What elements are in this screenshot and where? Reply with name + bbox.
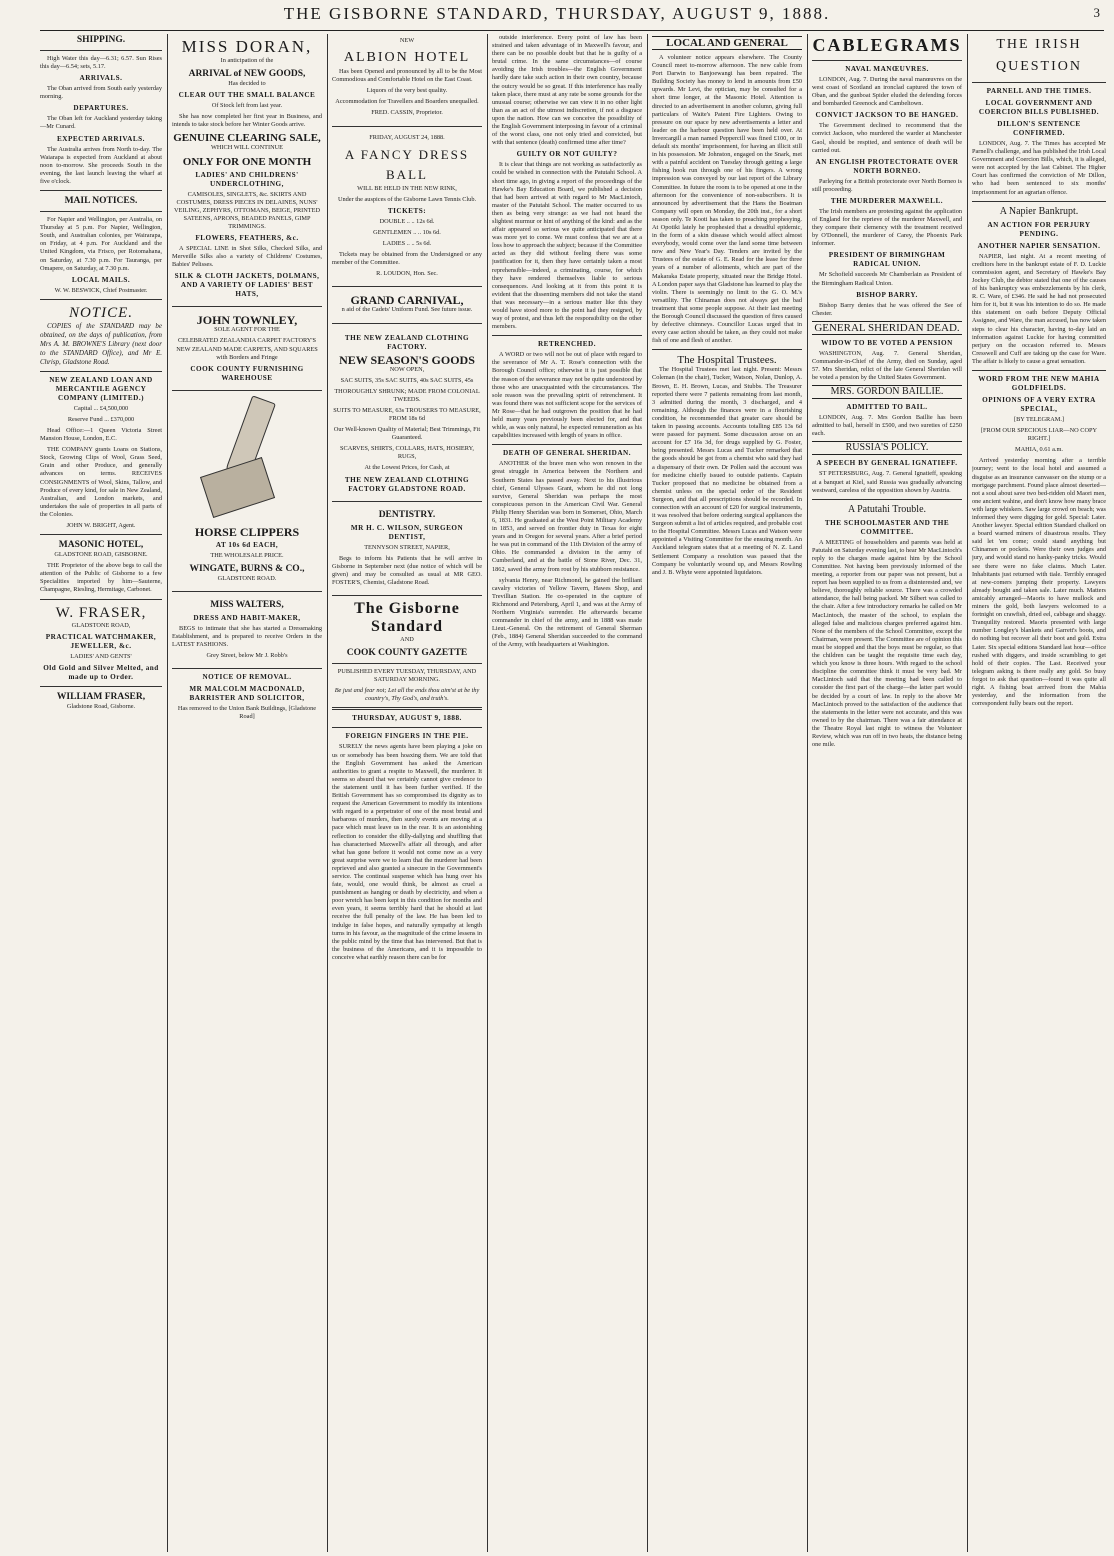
postmaster: W. W. BESWICK, Chief Postmaster. xyxy=(54,286,148,294)
albion-heading: ALBION HOTEL xyxy=(343,50,471,66)
column-rule xyxy=(967,34,968,1552)
borneo-text: Parleying for a British protectorate over North Borneo is still proceeding. xyxy=(812,177,962,193)
townley-sub: SOLE AGENT FOR THE xyxy=(214,326,280,334)
masonic-heading: MASONIC HOTEL, xyxy=(58,540,144,551)
doran-arrival: ARRIVAL of NEW GOODS, xyxy=(188,69,306,80)
expected-text: The Australia arrives from North to-day. The Waiarapa is expected from Auckland at about noon to-morrow. She proceeds South in the evening, the last launch leaving the wharf at five o'clock. xyxy=(40,145,162,185)
divider xyxy=(972,370,1106,371)
leader-continued: outside interference. Every point of law has been strained and taken advantage of in Maxwell's favour, and there can be no possible doubt but that he is guilty of a brutal crime. In the same circumstances—of course avoiding the Irish troubles—the English Government hardly dare take such action in their own country, because the outcry would be so great. If this interference has really taken place, there must at any rate be some grounds for the unusual course; otherwise we can view it in no other light than as an act of the utmost indiscretion, if not a disgrace upon the nation. How can we conceive the possibility of the English Government interposing in favour of a criminal of the worst class, one not only tried and convicted, but with that sentence (death) confirmed time after time? xyxy=(492,34,642,147)
naval-heading: NAVAL MANŒUVRES. xyxy=(845,65,929,73)
masthead-title: THE GISBORNE STANDARD, THURSDAY, AUGUST 9, 1888. xyxy=(283,4,831,23)
macdonald-heading: MR MALCOLM MACDONALD, BARRISTER AND SOLICITOR, xyxy=(189,685,305,703)
walters-text: BEGS to intimate that she has started a Dressmaking Establishment, and is prepared to receive Orders in the LATEST FASHIONS. xyxy=(172,624,322,649)
issue-date: THURSDAY, AUGUST 9, 1888. xyxy=(352,714,462,723)
russia-heading-box xyxy=(812,441,962,455)
nz-agent: JOHN W. BRIGHT, Agent. xyxy=(66,522,136,529)
widow-heading: WIDOW TO BE VOTED A PENSION xyxy=(821,338,953,347)
death-text: ANOTHER of the brave men who won renown in the great struggle in America between the Northern and Southern States has passed away. Next to his illustrious chief, General Ulysses Grant, whom he did not long survive, General Sheridan was perhaps the most conspicuous person in the American Civil War. General Philip Henry Sheridan was born in Somerset, Ohio, March 6, 1831. He graduated at the West Point Military Academy in 1853, and served on frontier duty in Texas for eight years and in Oregon for several years. After a brief period he was put in command of the 11th Division of the army of Ohio. He commanded a division in the army of Cumberland, and at the battle of Stone River, Dec. 31, 1862, saved the army from rout by his stubborn resistance. xyxy=(492,460,642,573)
doran-stock: Of Stock left from last year. xyxy=(211,102,283,110)
paper-and: AND xyxy=(400,636,414,643)
clippers-sub: THE WHOLESALE PRICE. xyxy=(210,551,284,559)
albion-text: Has been Opened and pronounced by all to be the Most Commodious and Comfortable Hotel on the East Coast. xyxy=(332,68,482,84)
suits-measure: SUITS TO MEASURE, 63s TROUSERS TO MEASURE, FROM 18s 6d xyxy=(333,406,481,422)
paper-name: The Gisborne Standard xyxy=(354,600,460,635)
horse-clipper-illustration xyxy=(195,397,300,517)
arrivals-heading: ARRIVALS. xyxy=(79,74,123,83)
local-mails-heading: LOCAL MAILS. xyxy=(71,275,131,284)
divider xyxy=(40,299,162,300)
telegram-note: [BY TELEGRAM.] xyxy=(1013,415,1065,423)
admitted-heading: ADMITTED TO BAIL. xyxy=(846,403,928,412)
column-7 xyxy=(972,34,1106,1552)
ticket-double: DOUBLE .. .. 12s 6d. xyxy=(379,217,435,225)
fraser-sub: GLADSTONE ROAD, xyxy=(71,621,131,629)
baillie-heading-box xyxy=(812,385,962,399)
albion-new: NEW xyxy=(399,37,415,44)
birmingham-text: Mr Schofield succeeds Mr Chamberlain as President of the Birmingham Radical Union. xyxy=(812,271,962,287)
ball-text: Under the auspices of the Gisborne Lawn Tennis Club. xyxy=(337,195,477,203)
mahia-date: MAHIA, 0.61 a.m. xyxy=(1015,446,1063,454)
nz-head-office: Head Office:—1 Queen Victoria Street Mansion House, London, E.C. xyxy=(40,426,162,443)
loudon: R. LOUDON, Hon. Sec. xyxy=(376,270,438,278)
page-number: 3 xyxy=(1093,5,1100,20)
column-4 xyxy=(492,34,642,1552)
furnishing-warehouse: COOK COUNTY FURNISHING WAREHOUSE xyxy=(190,364,304,382)
perjury-heading: AN ACTION FOR PERJURY PENDING. xyxy=(987,220,1091,238)
nz-loan-heading: NEW ZEALAND LOAN AND MERCANTILE AGENCY COMPANY (LIMITED.) xyxy=(49,375,153,402)
russia-heading: RUSSIA'S POLICY. xyxy=(845,442,929,454)
maxwell-text: The Irish members are protesting against the application of England for the reprieve of the murderer Maxwell, and they compare their clemency with the treatment received by O'Donnell, the murderer of Carey, the Phoenix Park informer. xyxy=(812,207,962,248)
dentistry-ad xyxy=(332,506,482,596)
doran-clear: CLEAR OUT THE SMALL BALANCE xyxy=(178,91,316,100)
ball-sub: WILL BE HELD IN THE NEW RINK, xyxy=(357,184,457,192)
mahia-text: Arrived yesterday morning after a terrible journey; went to the local hotel and assumed a disguise as an insurance canvasser on the stump or a mortgage parchment. Found place almost deserted—not a soul about save two bed-ridden old Maori men, one ancient wahine, and don't know how many brace with large whiskers. Saw large crowd on beach; was informed they were digging for gold. Special: Later. Another lawyer. Special edition Standard chalked on a board warned miners of disastrous results. They said let 'em come; could stand anything but Chinamen or pockets. Were their own judges and jury, and would stand no hanky-panky tricks. Would see there were no fake claims. Much Later. Inhabitants just returned with tiale. Terribly enraged at new-comers jumping their property. Lawyers already bought and taken sale. Later much. Matters amicably arranged—Maoris to have mullock and miners the gold, both lawyers welcomed to a fortnight on crawfish, dried eel, cabbage and shaggy. Tranquility restored. Maoris presented with large number Longley's blankets and Garrett's boots, and do nothing but recover all their boot and gold. Extra Later. Six special editions Standard last hour—office rushed with diggers, and inside scrambling to get hold of their copies. The Last. Received your telegram asking is there really any gold. So busy forgot to ask that question—found it was quite all right. A fishing boat arrived from the Mahia yesterday, and the information from the correspondent fully bears out the report. xyxy=(972,457,1106,708)
column-rule xyxy=(647,34,648,1552)
notice-text: COPIES of the STANDARD may be obtained, on the days of publication, from Mrs A. M. BROWNE'S Library (next door to the STANDARD Office), and Mr E. Chrisp, Gladstone Road. xyxy=(40,321,162,366)
local-text: A volunteer notice appears elsewhere. The County Council meet to-morrow afternoon. The new cable from Port Darwin to Banjoewangi has been repaired. The Building Society has money to lend in amounts from £50 upwards. Mr Levi, the optician, may be consulted for a short time longer, at the Masonic Hotel. Attention is directed to an advertisement in another column, giving full particulars of Waite's Patent Fire Lighters. Owing to pressure on our space by new advertisements a letter and leader on the harbour question have been held over. At Invercargill a man named Peppercill was fined £100, or in default six months' imprisonment, for having an illicit still in his possession. Mr Johnston, engaged on the Snark, met with a painful accident on Tuesday through getting a large fishing hook run through one of his fingers. A wrong impression was conveyed by our last report of the Library Committee. In future the room is to be opened at one in the afternoon for the convenience of non-subscribers. It is announced by advertisement that the Hans the Boatman Company will open on Monday, the 20th inst., for a short season only. Te Kooti has taken to preaching prophesying. At Opotiki lately he prophesied that a dreadful epidemic, in the form of a skin disease which would affect almost everybody, would come over the land some time between now and New Year's Day. Tenders are invited by the Trustees of the estate of G. E. Read for the lease for three years of a number of allotments, which are part of the Makaraka Estate property, situated near the Bridge Hotel. A London paper says that Gladstone has learned to play the violin. There is seemingly no limit to the G. O. M.'s versatility. The Chinaman does not always get the bad treatment that some people suppose. At their last meeting the Borough Council discussed the question of fires caused by defective chimneys. Councillor Lucas urged that in every case action should be taken, as they could not make fish of one and flesh of another. xyxy=(652,54,802,345)
local-heading-box xyxy=(652,36,802,50)
divider xyxy=(332,727,482,728)
nz-factory: THE NEW ZEALAND CLOTHING FACTORY GLADSTONE ROAD. xyxy=(344,475,470,493)
fraser-gold: Old Gold and Silver Melted, and made up to Order. xyxy=(43,663,159,681)
divider xyxy=(972,201,1106,202)
coercion-heading: LOCAL GOVERNMENT AND COERCION BILLS PUBLISHED. xyxy=(978,99,1100,116)
napier-text: NAPIER, last night. At a recent meeting of creditors here in the bankrupt estate of F. D. Luckie commission agent, and Secretary of Hawke's Bay Jockey Club, the debtor stated that one of the causes of his bankruptcy was embezzlements by his clerk, R. C. Ware, of £346. He said he had not prosecuted him for it, but it was his intention to do so. He made this statement on oath before Deputy Official Assignee, and Ware, the man accused, has now taken steps to clear his character, having to-day laid an information against Luckie for having committed perjury on the occasion referred to. Messrs Cresswell and Cuff are taking up the case for Ware. The affair is likely to cause a great sensation. xyxy=(972,252,1106,365)
tweeds: THOROUGHLY SHRUNK; MADE FROM COLONIAL TWEEDS. xyxy=(334,387,480,403)
nz-capital: Capital ... £4,500,000 xyxy=(73,404,129,412)
divider xyxy=(40,534,162,535)
now-open: NOW OPEN, xyxy=(389,365,425,373)
divider xyxy=(972,82,1106,83)
doran-text: She has now completed her first year in Business, and intends to take stock before her Winter Goods arrive. xyxy=(172,113,322,129)
cablegrams-heading: CABLEGRAMS xyxy=(812,35,962,55)
masthead xyxy=(0,4,1114,26)
walters-address: Grey Street, below Mr J. Robb's xyxy=(206,652,288,660)
divider xyxy=(40,686,162,687)
townley-heading: JOHN TOWNLEY, xyxy=(196,313,298,328)
sensation-heading: ANOTHER NAPIER SENSATION. xyxy=(977,241,1101,250)
patutahi-sub: THE SCHOOLMASTER AND THE COMMITTEE. xyxy=(824,518,950,536)
patutahi-text: A MEETING of householders and parents was held at Patutahi on Saturday evening last, to hear Mr MacLintoch's reply to the charges made against him by the School Committee. Not having been previously informed of the meeting, a reporter from our paper was not present, but a report has been supplied to us from a disinterested and, we believe, thoroughly reliable source. There was a crowded attendance, the hall being packed. Mr Silbert was called to the chair. After a few introductory remarks he called on Mr MacLintoch, the master of the school, to explain the alleged false and malicious charges preferred against him. None of the members of the School Committee, except the Chairman, were present. The Committee are of opinion this must be stopped and that the boys must be regular, so that the children can be taught the requisite time each day, which you know is three hours. With regard to the school discipline the committee think it must be very bad. Mr MacLintoch said that the meeting had been called to consider the first part of the charge—the latter part would be decided by a court of law. In reply to the above Mr MacLintoch proved to the satisfaction of the audience that the statements in the letter were not accurate, and this was owned to by the chairman. There was a fair attendance at the Theatre Royal last night to witness the Volunteer Review, which was run off in two heats, the distance being one mile. xyxy=(812,538,962,749)
removal-heading: NOTICE OF REMOVAL. xyxy=(202,673,292,682)
divider xyxy=(40,190,162,191)
barry-text: Bishop Barry denies that he was offered the See of Chester. xyxy=(812,301,962,317)
jackets: SILK & CLOTH JACKETS, DOLMANS, AND A VARIETY OF LADIES' BEST HATS, xyxy=(174,272,320,299)
albion-accommodation: Accommodation for Travellers and Boarders unequalled. xyxy=(335,98,479,106)
ball-ad xyxy=(332,131,482,288)
sheridan-heading-box xyxy=(812,321,962,335)
new-season: NEW SEASON'S GOODS xyxy=(339,352,475,367)
guilty-heading: GUILTY OR NOT GUILTY? xyxy=(516,150,618,159)
clippers-heading: HORSE CLIPPERS xyxy=(194,524,300,539)
one-month: ONLY FOR ONE MONTH xyxy=(182,155,312,168)
departures-heading: DEPARTURES. xyxy=(73,104,129,113)
arrivals-text: The Oban arrived from South early yesterday morning. xyxy=(40,85,162,101)
column-rule xyxy=(167,34,168,1552)
column-3 xyxy=(332,34,482,1552)
irish-heading: THE IRISH QUESTION xyxy=(996,37,1082,74)
hospital-text: The Hospital Trustees met last night. Present: Messrs Coleman (in the chair), Tucker, Watson, Nolan, Dunlop, A. Brown, E. H. Brown, Lucas, and Stubbs. The Treasurer reported there were 7 patients remaining from last month, 3 admitted during the month, 3 discharged, and 4 remaining. Although the finances were in a flourishing condition, he recommended that greater care should be taken in passing accounts. Accounts totalling £85 13s 6d were passed for payment. Some discussion arose on an account for £7 16s 3d, for drugs supplied by G. Foster, being presented. Messrs Lucas and Tucker remarked that the goods should be got from a chemist who said they had a dispensary of their own. Dr Pollen said the account was for medicine chiefly issued to outside patients. Captain Tucker proposed that no medicine be obtained from a chemist unless on the special order of the Resident Surgeon, and that all prescriptions should be recorded. In connection with an account of £20 for surgical instruments, it was resolved that before ordering surgical appliances the Surgeon submit a list of articles required, and probable cost to the Hospital Committee. Messrs Lucas and Watson were appointed a Visiting Committee for the ensuing month. An Auckland telegram states that at a meeting of N. Z. Land Settlement Company a resolution was passed that the Company be voluntarily wound up, and Messrs Rowling and J. B. Whyte were appointed liquidators. xyxy=(652,366,802,576)
birmingham-heading: PRESIDENT OF BIRMINGHAM RADICAL UNION. xyxy=(828,251,946,269)
column-2 xyxy=(172,34,322,1552)
wingate: WINGATE, BURNS & CO., xyxy=(189,563,305,574)
baillie-text: LONDON, Aug. 7. Mrs Gordon Baillie has been admitted to bail, herself in £500, and two sureties of £250 each. xyxy=(812,414,962,438)
local-heading: LOCAL AND GENERAL xyxy=(666,37,788,49)
walters-sub: DRESS AND HABIT-MAKER, xyxy=(193,613,301,622)
barry-heading: BISHOP BARRY. xyxy=(856,290,918,299)
divider xyxy=(492,444,642,445)
correspondent-note: [FROM OUR SPECIOUS LIAR—NO COPY RIGHT.] xyxy=(980,427,1098,443)
opinions-heading: OPINIONS OF A VERY EXTRA SPECIAL, xyxy=(982,395,1096,413)
fraser-footer: WILLIAM FRASER, xyxy=(56,691,146,702)
clippers-price: AT 10s 6d EACH, xyxy=(215,540,279,549)
patutahi-heading: A Patutahi Trouble. xyxy=(847,503,927,515)
scarves: SCARVES, SHIRTS, COLLARS, HATS, HOSIERY, RUGS, xyxy=(340,445,474,461)
dillon-heading: DILLON'S SENTENCE CONFIRMED. xyxy=(997,120,1081,137)
walters-ad xyxy=(172,596,322,669)
clippers-ad xyxy=(172,523,322,592)
top-rule xyxy=(40,30,1104,31)
ladies-underclothing: LADIES' AND CHILDRENS' UNDERCLOTHING, xyxy=(195,170,299,188)
shipping-heading: SHIPPING. xyxy=(76,35,126,45)
special-line: A SPECIAL LINE in Shot Silks, Checked Silks, and Merveille Silks also a variety of Childrens' Costumes, Babies' Pelisses. xyxy=(172,245,322,269)
carnival-ad xyxy=(332,291,482,323)
masonic-sub: GLADSTONE ROAD, GISBORNE. xyxy=(54,551,148,559)
sac-suits: SAC SUITS, 35s SAC SUITS, 40s SAC SUITS, 45s xyxy=(340,376,474,384)
retrenched-text: A WORD or two will not be out of place with regard to the severance of Mr A. T. Rose's connection with the Borough Council office; otherwise it is just possible that the reason of the severance may not be quite understood by those who are unacquainted with the circumstances. The sole reason was the prevailing spirit of retrenchment. It was found there was not sufficient scope for the services of Mr Rose—that he had outgrown the position that he had held many years previously been elected for, and that while, as was only natural, he expected remuneration as his capabilities increased with length of years in office. xyxy=(492,351,642,440)
albion-ad xyxy=(332,34,482,127)
naval-text: LONDON, Aug. 7. During the naval manœuvres on the west coast of Scotland an ironclad captured the town of Oban, and the gunboat Spider eluded the defending forces and bombarded Greenock and Cambeltown. xyxy=(812,76,962,108)
death-text-2: sylvania Henry, near Richmond, he gained the brilliant cavalry victories of Yellow Tavern, Hawes Shop, and Trevillian Station. He co-operated in the capture of Richmond and Petersburg, April 1, and was at the Army of Northern Virginia's surrender. He afterwards became commander in chief of the army, and in 1888 was made Lieut.-General. On the retirement of General Sherman (Feb., 1884) General Sheridan succeeded to the command of the Army, with headquarters at Washington. xyxy=(492,576,642,649)
column-rule xyxy=(807,34,808,1552)
lowest-prices: At the Lowest Prices, for Cash, at xyxy=(364,464,450,472)
mail-heading: MAIL NOTICES. xyxy=(64,196,138,207)
column-rule xyxy=(487,34,488,1552)
guilty-text: It is clear that things are not working as satisfactorily as could be wished in connection with the Patutahi School. A short time ago, in giving a report of the proceedings of the Hawke's Bay Education Board, we published a decision that had been arrived at with regard to Mr MacLintoch, master of the Patutahi School. The matter occurred to us then as being very strange: as we had not heard the slightest murmur or hint of anything of the kind: and as the affair appeared so serious we quite anticipated that there was more yet to come. We must confess that we are at a loss how to approach the subject; because if the Committee acted as they did without feeling there was some justification for it, then they have certainly taken a most reprehensible—indeed, a criminating, course, for which they have rendered themselves liable to serious consequences. And looking at it from this point it is evident that the dissenting members did not take the stand that was necessary—in a serious matter like this they would have stood more to the point had they resigned, by way of protest, and thus left the responsibility on the other members. xyxy=(492,161,642,331)
carnival-sub: n aid of the Cadets' Uniform Fund. See future issue. xyxy=(341,306,473,314)
departures-text: The Oban left for Auckland yesterday taking—Mr Cunard. xyxy=(40,115,162,131)
mail-text: For Napier and Wellington, per Australia, on Thursday at 5 p.m. For Napier, Wellington, South, and Australian colonies, per Wairarapa, on Friday, at 4 p.m. For Auckland and the United Kingdom, via Frisco, per Rotomahana, on Saturday, at 7.30 p.m. For Tauranga, per Omapere, on Saturday, at 7.30 p.m. xyxy=(40,216,162,272)
dentistry-heading: DENTISTRY. xyxy=(378,509,436,520)
walters-heading: MISS WALTERS, xyxy=(210,599,284,610)
wilson-text: Begs to inform his Patients that he will arrive in Gisborne in September next (due notice of which will be given) and may be consulted as usual at MR GEO. FOSTER'S, Chemist, Gladstone Road. xyxy=(332,554,482,586)
continue: WHICH WILL CONTINUE xyxy=(210,144,284,152)
ticket-ladies: LADIES .. .. 5s 6d. xyxy=(382,240,432,248)
column-5 xyxy=(652,34,802,1552)
clothing-ad xyxy=(332,328,482,502)
nz-reserve: Reserve Fund ... £370,000 xyxy=(67,415,135,423)
tickets-text: Tickets may be obtained from the Undersigned or any member of the Committee. xyxy=(332,251,482,267)
irish-sub: PARNELL AND THE TIMES. xyxy=(986,87,1092,95)
divider xyxy=(812,499,962,500)
fraser-heading: W. FRASER, xyxy=(55,604,147,621)
jackson-text: The Government declined to recommend that the convict Jackson, who murdered the warder at Manchester Gaol, should be respited, and sentence of death will be carried out. xyxy=(812,122,962,154)
death-heading: DEATH OF GENERAL SHERIDAN. xyxy=(502,449,631,458)
clipper-blade xyxy=(200,457,275,518)
hospital-heading: The Hospital Trustees. xyxy=(677,354,777,367)
tickets-heading: TICKETS: xyxy=(387,206,427,215)
maxwell-heading: THE MURDERER MAXWELL. xyxy=(830,196,944,205)
leader-text: SURELY the news agents have been playing a joke on us or somebody has been hoaxing them. We are told that the English Government has asked the American authorities to grant a respite to Maxwell, the murderer. It seems so absurd that we certainly cannot give credence to the statement until it has been further verified. If the British Government has so compromised its dignity as to request the American Government to modify its intentions with regard to a perpetrator of one of the most brutal and barbarous of murders, then surely events are moving at a pace which must leave us in the rear. It is an astonishing reflection to consider the dilly-dallying and shuffling that has characterised Maxwell's affair all through, and after what has gone before it would not come now as a very great surprise were we to learn that the murderer had been reprieved and also granted a sinecure in the Government's service. The continual suspense which has hung over his fate, would, one would think, be almost as cruel a punishment as hanging or death by electricity, and when a poor wretch has been kept in this condition for months and even years, it seems terribly hard that he should at last receive the full penalty of the law. He has been led to indulge in false hopes, and naturally sympathy at length turns in his favour, as the magnitude of the crime lessens in the public mind by the time that has intervened. But that is the business of the Americans, and it is impossible to conceive what earthly reason there can be for xyxy=(332,743,482,961)
fraser-trade: PRACTICAL WATCHMAKER, JEWELLER, &c. xyxy=(45,632,157,650)
napier-heading: A Napier Bankrupt. xyxy=(999,205,1079,217)
masonic-text: THE Proprietor of the above begs to call the attention of the Public of Gisborne to a few Specialities imported by him—Sauterne, Champagne, Riesling, Hermitage, Carbonet. xyxy=(40,562,162,594)
published: PUBLISHED EVERY TUESDAY, THURSDAY, AND SATURDAY MORNING. xyxy=(337,668,477,684)
fraser-ladies: LADIES' AND GENTS' xyxy=(70,652,132,660)
items-list: CAMISOLES, SINGLETS, &c. SKIRTS AND COSTUMES, DRESS PIECES IN DELAINES, NUNS' VEILING, ZEPHYRS, OTTOMANS, BEIGE, PRINTED SATEENS, APRONS, BEADED PANELS, GIMP TRIMMINGS. xyxy=(173,190,321,230)
divider xyxy=(332,663,482,664)
carnival-heading: GRAND CARNIVAL, xyxy=(350,293,464,308)
ignatieff-heading: A SPEECH BY GENERAL IGNATIEFF. xyxy=(816,459,958,468)
paper-sub: COOK COUNTY GAZETTE xyxy=(346,648,468,659)
divider xyxy=(40,50,162,51)
ball-date: FRIDAY, AUGUST 24, 1888. xyxy=(369,133,445,141)
doran-heading: MISS DORAN, xyxy=(181,37,313,56)
column-1 xyxy=(40,34,162,1552)
nz-clothing: THE NEW ZEALAND CLOTHING FACTORY. xyxy=(344,333,470,351)
column-6 xyxy=(812,34,962,1552)
wilson-address: TENNYSON STREET, NAPIER, xyxy=(364,543,450,551)
nz-text: THE COMPANY grants Loans on Stations, Stock, Growing Clips of Wool, Grass Seed, Grain and other Produce, and generally advances on terms. RECEIVES CONSIGNMENTS of Wool, Skins, Tallow, and Produce of every kind, for sale in New Zealand, Australian, and London markets, and undertakes the sale of properties in all parts of the Colonies. xyxy=(40,446,162,518)
leader-heading: FOREIGN FINGERS IN THE PIE. xyxy=(345,732,469,741)
divider xyxy=(652,349,802,350)
albion-liquors: Liquors of the very best quality. xyxy=(366,87,448,95)
russia-text: ST PETERSBURG, Aug. 7. General Ignatieff, speaking at a banquet at Kiel, said Russia was gradually advancing westward, careless of the opposition shown by Austria. xyxy=(812,470,962,494)
expected-heading: EXPECTED ARRIVALS. xyxy=(57,134,145,143)
column-rule xyxy=(327,34,328,1552)
baillie-heading: MRS. GORDON BAILLIE. xyxy=(830,386,944,398)
ball-heading: A FANCY DRESS BALL xyxy=(344,146,470,182)
sheridan-heading: GENERAL SHERIDAN DEAD. xyxy=(814,321,960,334)
doran-decided: Has decided to xyxy=(228,80,266,88)
divider xyxy=(332,707,482,710)
borneo-heading: AN ENGLISH PROTECTORATE OVER NORTH BORNEO. xyxy=(815,157,959,175)
motto: Be just and fear not; Let all the ends thou aim'st at be thy country's, Thy God's, and truth's. xyxy=(334,687,480,703)
doran-sub: In anticipation of the xyxy=(220,57,274,64)
wingate-sub: GLADSTONE ROAD. xyxy=(217,574,277,582)
wellknown: Our Well-known Quality of Material; Best Trimmings, Fit Guaranteed. xyxy=(333,426,481,442)
divider xyxy=(40,211,162,212)
townley-text: CELEBRATED ZEALANDIA CARPET FACTORY'S NEW ZEALAND MADE CARPETS, AND SQUARES with Borders and Fringe xyxy=(176,337,318,361)
divider xyxy=(492,335,642,336)
macdonald-text: Has removed to the Union Bank Buildings, [Gladstone Road] xyxy=(177,705,317,721)
divider xyxy=(812,60,962,61)
tides: High Water this day—6.31; 6.57. Sun Rises this day—6.54; sets, 5.17. xyxy=(40,55,162,71)
sheridan-text: WASHINGTON, Aug. 7. General Sheridan, Commander-in-Chief of the Army, died on Sunday, aged 57. Mrs Sheridan, relict of the late General Sheridan will be voted a pension by the United States Government. xyxy=(812,349,962,382)
goldfields-heading: WORD FROM THE NEW MAHIA GOLDFIELDS. xyxy=(978,374,1100,392)
divider xyxy=(40,371,162,372)
jackson-heading: CONVICT JACKSON TO BE HANGED. xyxy=(815,111,959,120)
divider xyxy=(40,599,162,600)
wilson-heading: MR H. C. WILSON, SURGEON DENTIST, xyxy=(350,523,464,541)
irish-text: LONDON, Aug. 7. The Times has accepted Mr Parnell's challenge, and has published the Irish Local Government and Coercion Bills, which, it is alleged, were not accepted by the last Cabinet. The Higher Court has confirmed the conviction of Mr Dillon, who had been sentenced to six months' imprisonment for an agrarian offence. xyxy=(972,140,1106,196)
fraser-address: Gladstone Road, Gisborne. xyxy=(66,702,136,710)
retrenched-heading: RETRENCHED. xyxy=(537,340,597,349)
ticket-gentlemen: GENTLEMEN .. .. 10s 6d. xyxy=(373,228,441,236)
doran-ad xyxy=(172,34,322,307)
notice-heading: NOTICE. xyxy=(68,304,134,321)
albion-proprietor: FRED. CASSIN, Proprietor. xyxy=(371,109,443,117)
genuine-sale: GENUINE CLEARING SALE, xyxy=(173,132,321,145)
flowers: FLOWERS, FEATHERS, &c. xyxy=(195,234,299,243)
townley-ad xyxy=(172,311,322,390)
